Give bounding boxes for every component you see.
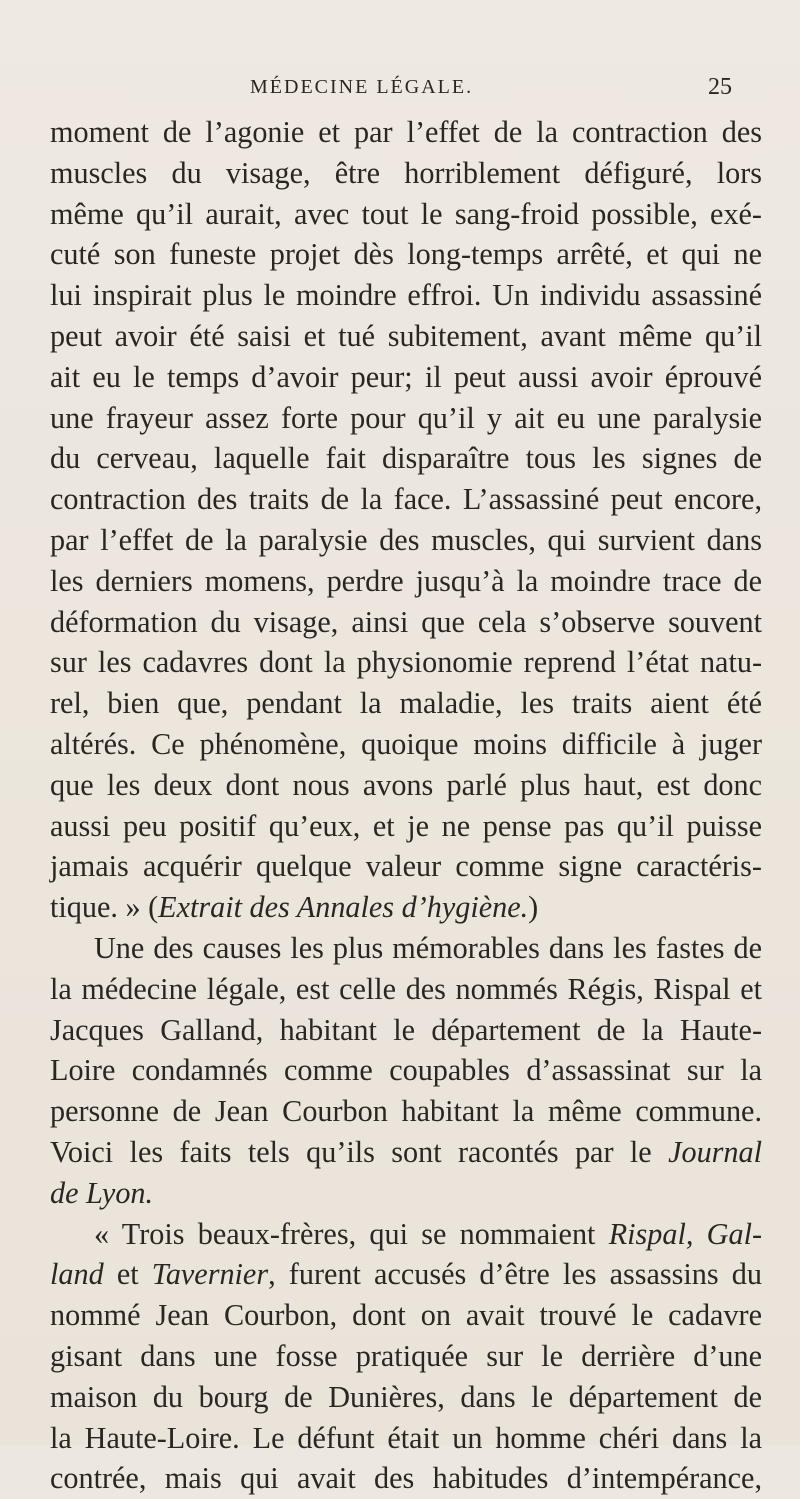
- text-line: par l’effet de la paralysie des muscles, qui survient dans: [50, 522, 762, 557]
- text-line: altérés. Ce phénomène, quoique moins difficile à juger: [50, 726, 762, 761]
- text-line: Jacques Galland, habitant le département de la Haute-: [50, 1012, 762, 1047]
- text-line: que les deux dont nous avons parlé plus haut, est donc: [50, 767, 762, 802]
- text-line: [50, 1254, 762, 1295]
- text-fragment: et: [103, 1257, 152, 1292]
- text-line: du cerveau, laquelle fait disparaître tous les signes de: [50, 441, 762, 476]
- text-line: [50, 1132, 762, 1173]
- text-fragment: Voici les faits tels qu’ils sont racontés par le: [50, 1134, 669, 1169]
- text-line: une frayeur assez forte pour qu’il y ait eu une paralysie: [50, 400, 762, 435]
- text-line: même qu’il aurait, avec tout le sang-froid possible, exé-: [50, 196, 762, 231]
- body-text: [50, 112, 762, 1499]
- text-line: personne de Jean Courbon habitant la même commune.: [50, 1094, 762, 1129]
- text-line: ait eu le temps d’avoir peur; il peut aussi avoir éprouvé: [50, 359, 762, 394]
- text-line: déformation du visage, ainsi que cela s’observe souvent: [50, 604, 762, 639]
- text-line: contrée, mais qui avait des habitudes d’intempérance,: [50, 1461, 762, 1496]
- name-italic: Tavernier: [151, 1257, 269, 1292]
- name-italic: land: [50, 1257, 104, 1292]
- text-fragment: « Trois beaux-frères, qui se nommaient: [94, 1216, 609, 1251]
- text-line: contraction des traits de la face. L’assassiné peut encore,: [50, 482, 762, 517]
- text-line: Loire condamnés comme coupables d’assassinat sur la: [50, 1053, 762, 1088]
- page-number: 25: [708, 74, 732, 100]
- citation-source: Extrait des Annales d’hygiène.: [158, 890, 529, 925]
- text-line: peut avoir été saisi et tué subitement, avant même qu’il: [50, 318, 762, 353]
- text-line: les derniers momens, perdre jusqu’à la moindre trace de: [50, 563, 762, 598]
- journal-name: Journal: [668, 1134, 762, 1169]
- text-line: jamais acquérir quelque valeur comme signe caractéris-: [50, 849, 762, 884]
- text-fragment: , furent accusés d’être les assassins du: [268, 1257, 762, 1292]
- text-line: la médecine légale, est celle des nommés Régis, Rispal et: [50, 971, 762, 1006]
- text-line: aussi peu positif qu’eux, et je ne pense pas qu’il puisse: [50, 808, 762, 843]
- text-line: nommé Jean Courbon, dont on avait trouvé le cadavre: [50, 1298, 762, 1333]
- journal-name-cont: de Lyon.: [50, 1175, 154, 1210]
- text-line: gisant dans une fosse pratiquée sur le derrière d’une: [50, 1338, 762, 1373]
- text-line: Une des causes les plus mémorables dans les fastes de: [94, 930, 762, 965]
- text-line: la Haute-Loire. Le défunt était un homme chéri dans la: [50, 1420, 762, 1455]
- text-line: lui inspirait plus le moindre effroi. Un individu assassiné: [50, 278, 762, 313]
- running-head: [50, 76, 752, 106]
- text-line: [50, 1173, 762, 1214]
- running-title: MÉDECINE LÉGALE.: [250, 76, 474, 98]
- text-line: rel, bien que, pendant la maladie, les traits aient été: [50, 686, 762, 721]
- text-line: sur les cadavres dont la physionomie reprend l’état natu-: [50, 645, 762, 680]
- text-line: [50, 887, 762, 928]
- text-line: moment de l’agonie et par l’effet de la contraction des: [50, 115, 762, 149]
- text-line: maison du bourg de Dunières, dans le département de: [50, 1379, 762, 1414]
- name-italic: Rispal, Gal-: [608, 1216, 763, 1251]
- text-fragment: ): [528, 890, 539, 925]
- text-line: cuté son funeste projet dès long-temps arrêté, et qui ne: [50, 237, 762, 272]
- text-line: muscles du visage, être horriblement défiguré, lors: [50, 155, 762, 190]
- text-line: [50, 1214, 762, 1255]
- text-fragment: tique. » (: [50, 890, 159, 925]
